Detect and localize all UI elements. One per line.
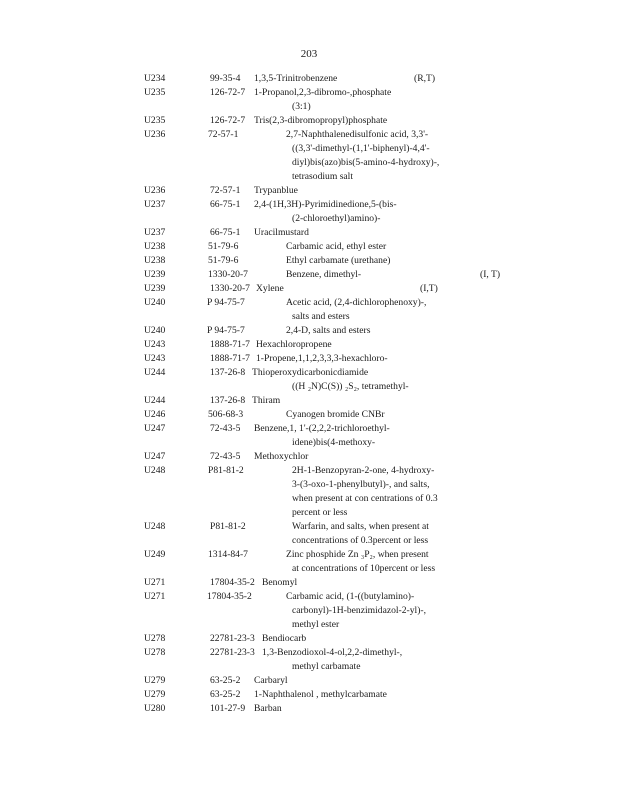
chemical-name-continuation: when present at con centrations of 0.3 [292,493,438,504]
waste-code: U278 [144,647,166,658]
chemical-name: Bendiocarb [262,633,307,644]
hazard-code: (R,T) [414,73,436,84]
chemical-name-continuation: (3:1) [292,101,311,112]
entry-row [0,128,618,142]
chemical-name-continuation: methyl carbamate [292,661,361,672]
chemical-name-continuation: ((3,3'-dimethyl-(1,1'-biphenyl)-4,4'- [292,143,430,154]
chemical-name: Carbamic acid, ethyl ester [286,241,387,252]
chemical-name: Uracilmustard [254,227,309,238]
entry-continuation [0,100,618,114]
entry-row [0,184,618,198]
entry-row [0,240,618,254]
chemical-name-continuation: ((H ₂N)C(S)) ₂S₂, tetramethyl- [292,381,409,392]
chemical-name: Warfarin, and salts, when present at [292,521,429,532]
chemical-name: Hexachloropropene [256,339,332,350]
entry-row [0,296,618,310]
chemical-name: Barban [254,703,282,714]
waste-code: U247 [144,451,166,462]
entry-row [0,408,618,422]
entry-row [0,366,618,380]
cas-number: 72-43-5 [210,451,241,462]
chemical-name-continuation: methyl ester [292,619,340,630]
entry-row [0,86,618,100]
cas-number: 126-72-7 [210,87,246,98]
cas-number: 22781-23-3 [210,633,255,644]
chemical-name-continuation: idene)bis(4-methoxy- [292,437,376,448]
cas-number: P 94-75-7 [207,325,245,336]
waste-code: U236 [144,185,166,196]
waste-code: U271 [144,577,166,588]
cas-number: 99-35-4 [210,73,241,84]
entry-row [0,268,618,282]
entry-continuation [0,562,618,576]
waste-code: U235 [144,115,166,126]
chemical-name: Benzene, dimethyl- [286,269,362,280]
cas-number: 137-26-8 [210,367,246,378]
chemical-name: Benzene,1, 1'-(2,2,2-trichloroethyl- [254,423,390,434]
waste-code-list [0,72,618,792]
entry-row [0,114,618,128]
chemical-name: Carbaryl [254,675,288,686]
waste-code: U244 [144,395,166,406]
cas-number: 63-25-2 [210,689,241,700]
chemical-name: 2H-1-Benzopyran-2-one, 4-hydroxy- [292,465,435,476]
entry-row [0,226,618,240]
cas-number: 126-72-7 [210,115,246,126]
chemical-name-continuation: diyl)bis(azo)bis(5-amino-4-hydroxy)-, [292,157,440,168]
entry-continuation [0,492,618,506]
chemical-name: 2,7-Naphthalenedisulfonic acid, 3,3'- [286,129,429,140]
cas-number: 137-26-8 [210,395,246,406]
chemical-name-continuation: tetrasodium salt [292,171,354,182]
waste-code: U240 [144,297,166,308]
cas-number: 1330-20-7 [210,283,250,294]
cas-number: 72-57-1 [210,185,241,196]
waste-code: U249 [144,549,166,560]
chemical-name: 1-Propene,1,1,2,3,3,3-hexachloro- [256,353,388,364]
chemical-name-continuation: percent or less [292,507,348,518]
entry-continuation [0,212,618,226]
chemical-name: Acetic acid, (2,4-dichlorophenoxy)-, [286,297,427,308]
cas-number: 1330-20-7 [208,269,248,280]
cas-number: 63-25-2 [210,675,241,686]
chemical-name: Cyanogen bromide CNBr [286,409,385,420]
chemical-name: Tris(2,3-dibromopropyl)phosphate [254,115,388,126]
entry-row [0,198,618,212]
entry-continuation [0,310,618,324]
entry-row [0,254,618,268]
hazard-code: (I, T) [480,269,501,280]
entry-row [0,338,618,352]
chemical-name-continuation: salts and esters [292,311,350,322]
entry-row [0,282,618,296]
waste-code: U248 [144,521,166,532]
chemical-name: 2,4-(1H,3H)-Pyrimidinedione,5-(bis- [254,199,397,210]
entry-continuation [0,506,618,520]
page-number: 203 [300,48,318,60]
waste-code: U240 [144,325,166,336]
chemical-name: Trypanblue [254,185,298,196]
waste-code: U237 [144,227,166,238]
entry-continuation [0,478,618,492]
chemical-name: 1,3-Benzodioxol-4-ol,2,2-dimethyl-, [262,647,403,658]
entry-row [0,422,618,436]
entry-continuation [0,660,618,674]
chemical-name: Xylene [256,283,284,294]
entry-continuation [0,618,618,632]
waste-code: U239 [144,283,166,294]
entry-continuation [0,156,618,170]
chemical-name: 1,3,5-Trinitrobenzene [254,73,338,84]
cas-number: 17804-35-2 [207,591,252,602]
cas-number: P 94-75-7 [207,297,245,308]
cas-number: 51-79-6 [208,255,239,266]
waste-code: U235 [144,87,166,98]
cas-number: 1314-84-7 [208,549,248,560]
waste-code: U246 [144,409,166,420]
cas-number: 72-57-1 [208,129,239,140]
chemical-name: Zinc phosphide Zn ₃P₂, when present [286,549,429,560]
entry-continuation [0,170,618,184]
waste-code: U278 [144,633,166,644]
waste-code: U237 [144,199,166,210]
entry-row [0,450,618,464]
chemical-name-continuation: carbonyl)-1H-benzimidazol-2-yl)-, [292,605,426,616]
waste-code: U234 [144,73,166,84]
entry-row [0,352,618,366]
chemical-name: 1-Naphthalenol , methylcarbamate [254,689,387,700]
chemical-name: Methoxychlor [254,451,309,462]
cas-number: 66-75-1 [210,199,241,210]
cas-number: 51-79-6 [208,241,239,252]
entry-continuation [0,436,618,450]
entry-row [0,464,618,478]
waste-code: U244 [144,367,166,378]
entry-continuation [0,534,618,548]
waste-code: U271 [144,591,166,602]
cas-number: 101-27-9 [210,703,246,714]
cas-number: 1888-71-7 [210,353,250,364]
waste-code: U248 [144,465,166,476]
waste-code: U236 [144,129,166,140]
waste-code: U279 [144,675,166,686]
entry-continuation [0,142,618,156]
cas-number: P81-81-2 [210,521,246,532]
entry-row [0,576,618,590]
entry-row [0,394,618,408]
entry-row [0,548,618,562]
entry-row [0,632,618,646]
waste-code: U279 [144,689,166,700]
entry-row [0,646,618,660]
chemical-name-continuation: at concentrations of 10percent or less [292,563,436,574]
chemical-name: Thiram [252,395,281,406]
waste-code: U243 [144,339,166,350]
entry-row [0,72,618,86]
chemical-name: 1-Propanol,2,3-dibromo-,phosphate [254,87,392,98]
entry-row [0,674,618,688]
cas-number: P81-81-2 [208,465,244,476]
entry-row [0,324,618,338]
waste-code: U238 [144,241,166,252]
cas-number: 22781-23-3 [210,647,255,658]
waste-code: U280 [144,703,166,714]
entry-row [0,702,618,716]
cas-number: 17804-35-2 [210,577,255,588]
cas-number: 72-43-5 [210,423,241,434]
waste-code: U247 [144,423,166,434]
cas-number: 66-75-1 [210,227,241,238]
chemical-name: Ethyl carbamate (urethane) [286,255,391,266]
entry-row [0,688,618,702]
chemical-name-continuation: concentrations of 0.3percent or less [292,535,429,546]
entry-row [0,520,618,534]
cas-number: 506-68-3 [208,409,244,420]
waste-code: U243 [144,353,166,364]
waste-code: U238 [144,255,166,266]
chemical-name: 2,4-D, salts and esters [286,325,371,336]
chemical-name: Thioperoxydicarbonicdiamide [252,367,369,378]
chemical-name-continuation: (2-chloroethyl)amino)- [292,213,381,224]
cas-number: 1888-71-7 [210,339,250,350]
entry-continuation [0,380,618,394]
entry-continuation [0,604,618,618]
chemical-name: Benomyl [262,577,298,588]
chemical-name: Carbamic acid, (1-((butylamino)- [286,591,415,602]
chemical-name-continuation: 3-(3-oxo-1-phenylbutyl)-, and salts, [292,479,430,490]
hazard-code: (I,T) [420,283,438,294]
waste-code: U239 [144,269,166,280]
entry-row [0,590,618,604]
